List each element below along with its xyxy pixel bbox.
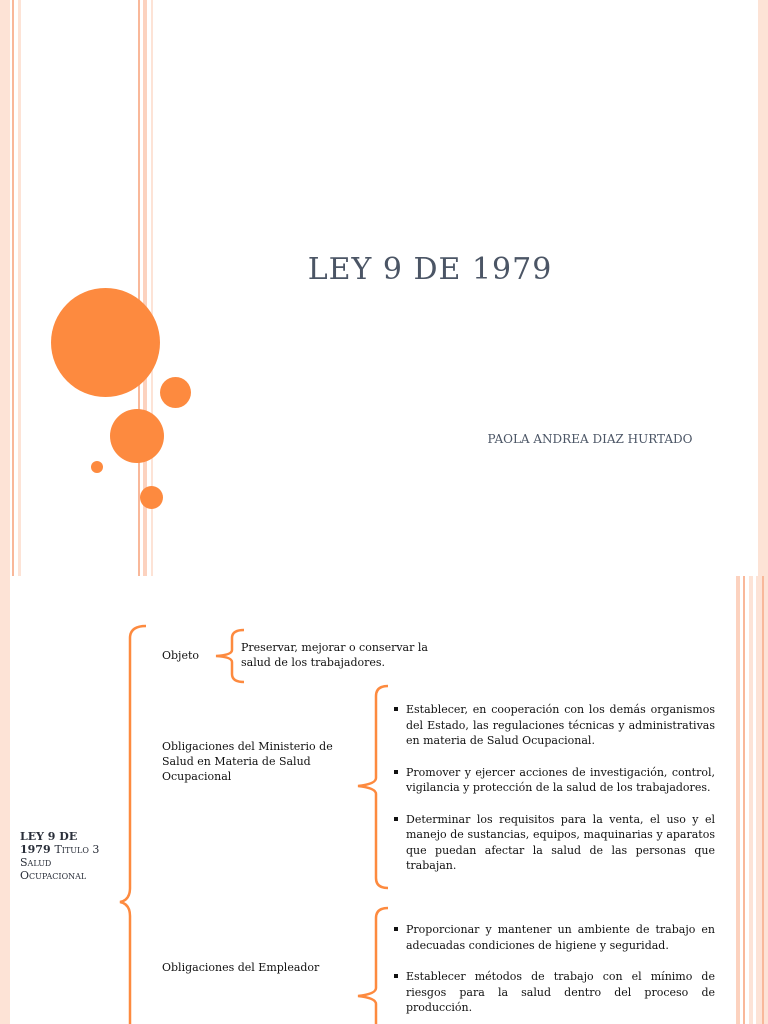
list-item: Establecer métodos de trabajo con el mínimo de riesgos para la salud dentro del proceso de producción. <box>392 969 715 1016</box>
main-label-line4: Ocupacional <box>20 869 87 882</box>
list-item: Establecer, en cooperación con los demás organismos del Estado, las regulaciones técnicas y administrativas en materia de Salud Ocupacional. <box>392 702 715 749</box>
stripe <box>762 576 764 1024</box>
list-item: Proporcionar y mantener un ambiente de trabajo en adecuadas condiciones de higiene y seguridad. <box>392 922 715 953</box>
content-slide <box>0 576 768 1024</box>
stripe <box>138 0 140 576</box>
list-item: Promover y ejercer acciones de investigación, control, vigilancia y protección de la salud de los trabajadores. <box>392 765 715 796</box>
main-label-year: 1979 <box>20 843 51 856</box>
main-label-title: Titulo 3 <box>54 843 100 856</box>
slide-title: LEY 9 DE 1979 <box>307 252 553 287</box>
stripe <box>743 576 745 1024</box>
slide-author: PAOLA ANDREA DIAZ HURTADO <box>487 432 693 446</box>
empleador-label: Obligaciones del Empleador <box>162 961 320 974</box>
ministerio-label: Obligaciones del Ministerio de Salud en Materia de Salud Ocupacional <box>162 740 333 783</box>
empleador-brace <box>352 906 392 1024</box>
decorative-circle-medium <box>110 409 164 463</box>
decorative-circle-large <box>51 288 160 397</box>
stripe <box>758 0 768 576</box>
decorative-circle-small <box>160 377 191 408</box>
stripe <box>0 576 10 1024</box>
main-brace <box>118 624 148 1024</box>
stripe <box>736 576 740 1024</box>
ministerio-bullet-list <box>392 702 715 890</box>
stripe <box>0 0 10 576</box>
objeto-text: Preservar, mejorar o conservar la salud de los trabajadores. <box>241 641 428 669</box>
list-item: Determinar los requisitos para la venta, el uso y el manejo de sustancias, equipos, maquinarias y aparatos que puedan afectar la salud de las personas que trabajan. <box>392 812 715 874</box>
decorative-circle-tiny <box>91 461 103 473</box>
stripe <box>18 0 21 576</box>
stripe <box>749 576 753 1024</box>
empleador-bullet-list <box>392 922 715 1024</box>
main-label-line3: Salud <box>20 856 52 869</box>
stripe <box>12 0 14 576</box>
main-label-line1: LEY 9 DE <box>20 830 78 843</box>
decorative-circle-small <box>140 486 163 509</box>
objeto-label: Objeto <box>162 649 200 662</box>
ministerio-brace <box>352 684 392 890</box>
main-topic-label <box>20 830 120 882</box>
